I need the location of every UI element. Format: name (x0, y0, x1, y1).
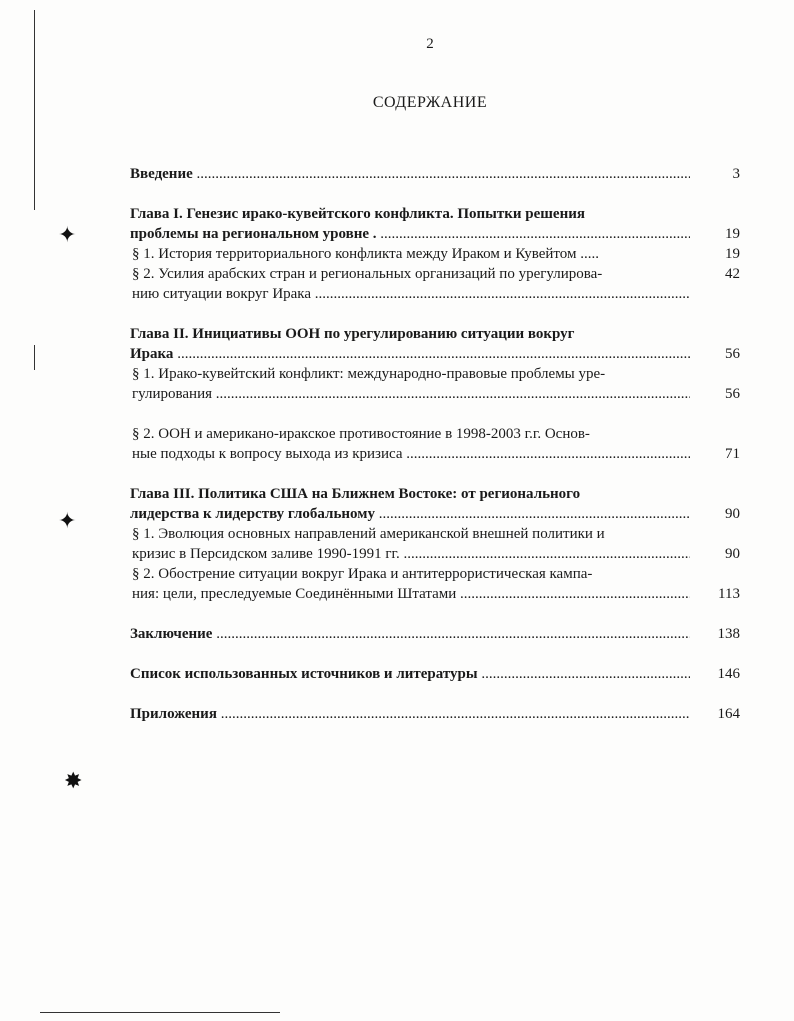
toc-label: Заключение ..... (130, 626, 690, 642)
toc-section-text: кризис в Персидском заливе 1990-1991 гг. ..... (132, 546, 690, 562)
toc-entry-ch1-sec2[interactable] (130, 264, 740, 304)
hole-punch-mark: ✦ (58, 222, 77, 247)
toc-page: 56 (725, 386, 740, 402)
toc-page: 3 (732, 166, 740, 182)
scan-bottom-line (40, 1012, 280, 1013)
toc-page: 138 (717, 626, 740, 642)
toc-page: 56 (725, 346, 740, 362)
toc-page: 146 (717, 666, 740, 682)
hole-punch-mark: ✸ (64, 768, 83, 793)
toc-entry-chapter-1[interactable] (130, 204, 740, 244)
toc-chapter-title-line: Глава I. Генезис ирако-кувейтского конфликта. Попытки решения (130, 206, 585, 222)
toc-entry-appendix[interactable] (130, 704, 740, 724)
scan-edge-line (34, 345, 35, 370)
page-number: 2 (426, 36, 434, 52)
toc-entry-ch3-sec1[interactable] (130, 524, 740, 564)
toc-page: 71 (725, 446, 740, 462)
toc-section-text: ния: цели, преследуемые Соединёнными Штатами ..... (132, 586, 690, 602)
toc-entry-ch1-sec1[interactable] (130, 244, 740, 264)
toc-chapter-title-line: лидерства к лидерству глобальному ..... (130, 506, 690, 522)
toc-chapter-title-line: проблемы на региональном уровне . ..... (130, 226, 690, 242)
page-title: СОДЕРЖАНИЕ (372, 94, 488, 111)
toc-label: Приложения ..... (130, 706, 690, 722)
toc-page: 90 (725, 546, 740, 562)
toc-page: 164 (717, 706, 740, 722)
toc-chapter-title-line: Ирака ..... (130, 346, 690, 362)
toc-section-text: гулирования ..... (132, 386, 690, 402)
toc-chapter-title-line: Глава III. Политика США на Ближнем Востоке: от регионального (130, 486, 581, 502)
toc-section-text: § 2. Обострение ситуации вокруг Ирака и антитеррористическая кампа- (132, 566, 593, 582)
toc-page: 19 (725, 226, 740, 242)
toc-entry-chapter-3[interactable] (130, 484, 740, 524)
toc-entry-ch2-sec1[interactable] (130, 364, 740, 404)
toc-section-text: ные подходы к вопросу выхода из кризиса ..... (132, 446, 690, 462)
toc-section-text: нию ситуации вокруг Ирака ..... (132, 286, 690, 302)
toc-chapter-title-line: Глава II. Инициативы ООН по урегулированию ситуации вокруг (130, 326, 575, 342)
toc-section-text: § 1. Ирако-кувейтский конфликт: международно-правовые проблемы уре- (132, 366, 606, 382)
toc-section-text: § 2. Усилия арабских стран и региональных организаций по урегулирова- (132, 266, 603, 282)
toc-page: 42 (725, 266, 740, 282)
toc-page: 19 (725, 246, 740, 262)
toc-entry-chapter-2[interactable] (130, 324, 740, 364)
toc-section-text: § 1. История территориального конфликта между Ираком и Кувейтом ..... (132, 246, 599, 262)
toc-entry-ch2-sec2[interactable] (130, 424, 740, 464)
toc-entry-sources[interactable] (130, 664, 740, 684)
hole-punch-mark: ✦ (58, 508, 77, 533)
toc-section-text: § 2. ООН и американо-иракское противостояние в 1998-2003 г.г. Основ- (132, 426, 590, 442)
toc-entry-intro[interactable] (130, 164, 740, 184)
toc-page: 113 (718, 586, 740, 602)
toc-page: 90 (725, 506, 740, 522)
toc-entry-ch3-sec2[interactable] (130, 564, 740, 604)
toc-section-text: § 1. Эволюция основных направлений американской внешней политики и (132, 526, 605, 542)
toc-label: Введение ..... (130, 166, 690, 182)
toc-label: Список использованных источников и литературы ..... (130, 666, 690, 682)
toc-entry-conclusion[interactable] (130, 624, 740, 644)
